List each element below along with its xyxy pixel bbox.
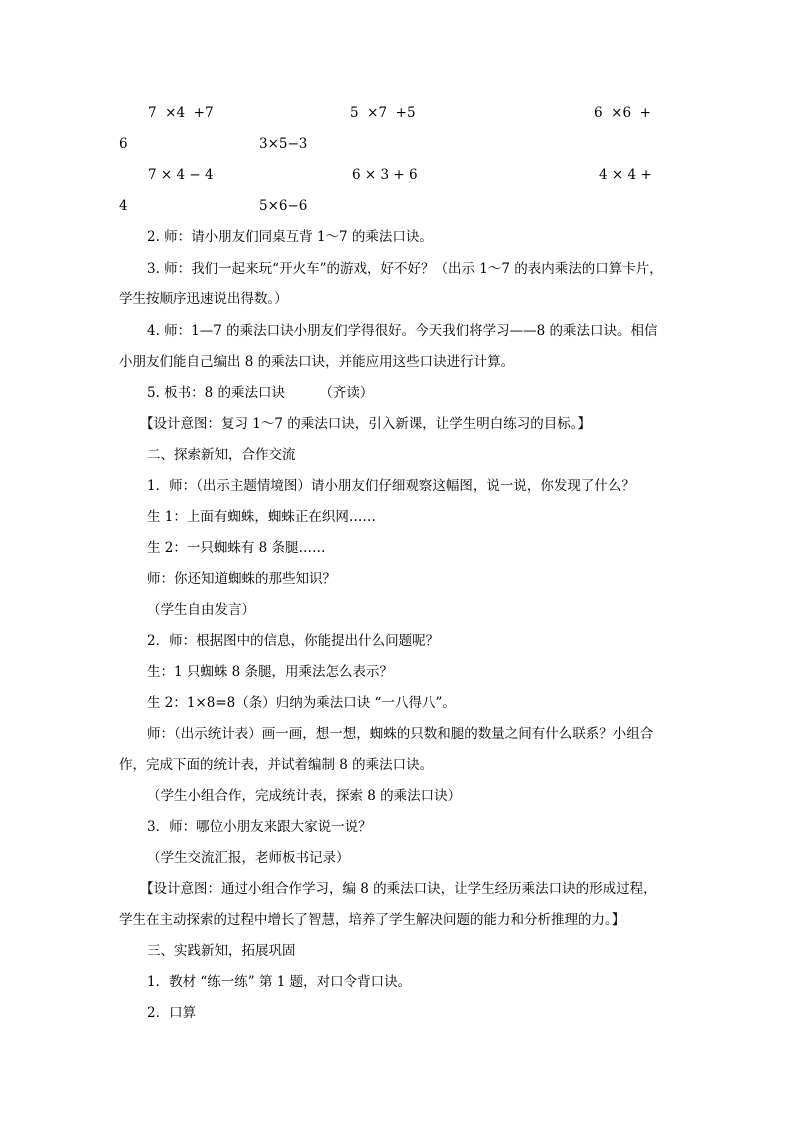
section-heading: 三、实践新知，拓展巩固 — [147, 943, 296, 959]
expr-line-1b: 5 ×7 +5 — [350, 105, 416, 121]
paragraph-line: 生 1：上面有蜘蛛，蜘蛛正在织网…… — [147, 509, 376, 525]
paragraph-line: （学生自由发言） — [147, 602, 255, 618]
paragraph-line: 3. 师：我们一起来玩“开火车”的游戏，好不好？（出示 1～7 的表内乘法的口算卡片， — [147, 261, 663, 277]
paragraph-line: 2．师：根据图中的信息，你能提出什么问题呢？ — [147, 633, 440, 649]
design-intent-note: 【设计意图：复习 1～7 的乘法口诀，引入新课，让学生明白练习的目标。】 — [140, 416, 592, 432]
paragraph-line: 2．口算 — [147, 1005, 197, 1021]
expr-line-2a: 6 — [119, 136, 128, 152]
design-intent-note: 【设计意图：通过小组合作学习，编 8 的乘法口诀，让学生经历乘法口诀的形成过程， — [140, 881, 657, 897]
paragraph-line: 1．师：（出示主题情境图）请小朋友们仔细观察这幅图，说一说，你发现了什么？ — [147, 478, 635, 494]
paragraph-line: 3．师：哪位小朋友来跟大家说一说？ — [147, 819, 372, 835]
paragraph-line: 2. 师：请小朋友们同桌互背 1～7 的乘法口诀。 — [147, 229, 433, 245]
paragraph-line: （学生交流汇报，老师板书记录） — [147, 850, 350, 866]
section-heading: 二、探索新知，合作交流 — [147, 447, 296, 463]
expr-line-3a: 7 × 4 − 4 — [148, 167, 214, 183]
expr-line-4b: 5×6−6 — [259, 198, 308, 214]
paragraph-line: 学生按顺序迅速说出得数。） — [119, 291, 288, 307]
expr-line-2b: 3×5−3 — [259, 136, 308, 152]
expr-line-1c: 6 ×6 + — [594, 105, 651, 121]
paragraph-line: 4. 师：1—7 的乘法口诀小朋友们学得很好。今天我们将学习——8 的乘法口诀。相信 — [147, 323, 658, 339]
expr-line-3b: 6 × 3 + 6 — [352, 167, 418, 183]
design-intent-note: 学生在主动探索的过程中增长了智慧，培养了学生解决问题的能力和分析推理的力。】 — [119, 912, 626, 928]
paragraph-line: 作，完成下面的统计表，并试着编制 8 的乘法口诀。 — [119, 757, 434, 773]
paragraph-line: 生：1 只蜘蛛 8 条腿，用乘法怎么表示？ — [147, 664, 394, 680]
expr-line-1a: 7 ×4 +7 — [148, 105, 214, 121]
expr-line-4a: 4 — [119, 198, 128, 214]
paragraph-line: 生 2：1×8=8（条）归纳为乘法口诀 “一八得八”。 — [147, 695, 456, 711]
paragraph-line: 1．教材 “练一练” 第 1 题，对口令背口诀。 — [147, 974, 412, 990]
paragraph-line: 小朋友们能自己编出 8 的乘法口诀，并能应用这些口诀进行计算。 — [119, 354, 515, 370]
paragraph-line: 5. 板书：8 的乘法口诀 （齐读） — [147, 385, 374, 401]
paragraph-line: 师：你还知道蜘蛛的那些知识？ — [147, 571, 336, 587]
paragraph-line: 师：（出示统计表）画一画，想一想，蜘蛛的只数和腿的数量之间有什么联系？小组合 — [147, 726, 654, 742]
expr-line-3c: 4 × 4 + — [599, 167, 652, 183]
paragraph-line: 生 2：一只蜘蛛有 8 条腿…… — [147, 540, 326, 556]
paragraph-line: （学生小组合作，完成统计表，探索 8 的乘法口诀） — [147, 788, 462, 804]
